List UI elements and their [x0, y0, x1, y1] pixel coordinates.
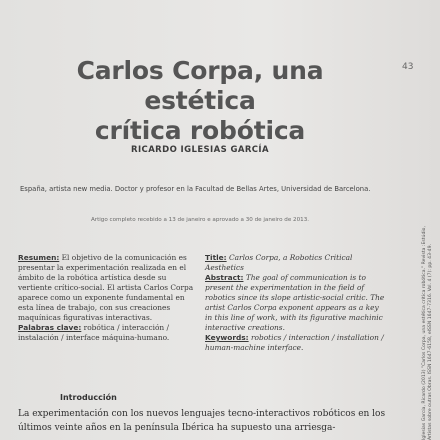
author-name: RICARDO IGLESIAS GARCÍA: [131, 145, 269, 155]
side-citation: [422, 140, 434, 440]
title-en-paragraph: [205, 253, 387, 273]
resumen-text: El objetivo de la comunicación es presentar la experimentación realizada en el ámbito de la robótica artística desde su vertiente crítico-social. El artista Carlos Corpa aparece como un exponente fundamental en esta línea de trabajo, con sus creaciones maquínicas figurativas interactivas.: [18, 253, 194, 322]
intro-paragraph: La experimentación con los nuevos lenguajes tecno-interactivos robóticos en los últimos veinte años en la península Ibérica ha supuesto una arriesga-: [18, 409, 386, 433]
palabras-clave-text: robótica / interacción / instalación / interface máquina-humano.: [18, 323, 170, 342]
palabras-clave-label: Palabras clave:: [18, 323, 82, 332]
keywords-en-text: robotics / interaction / installation / human-machine interface.: [205, 333, 384, 352]
article-title: [30, 56, 370, 146]
title-en-text: Carlos Corpa, a Robotics Critical Aesthetics: [205, 253, 353, 272]
author-affiliation: España, artista new media. Doctor y profesor en la Facultad de Bellas Artes, Universidad de Barcelona.: [20, 185, 371, 193]
abstract-english: [205, 253, 387, 353]
submission-dates: Artigo completo recebido a 13 de janeiro e aprovado a 30 de janeiro de 2013.: [90, 217, 310, 223]
title-en-label: Title:: [205, 253, 227, 262]
abstract-en-text: The goal of communication is to present the experimentation in the field of robotics since its slope artistic-social critic. The artist Carlos Corpa exponent appears as a key in this line of work, with its figurative machinic interactive creations.: [205, 273, 385, 332]
palabras-clave-paragraph: [18, 323, 198, 343]
page-number: 43: [402, 62, 414, 72]
title-line-1: Carlos Corpa, una estética: [76, 56, 324, 115]
resumen-label: Resumen:: [18, 253, 60, 262]
abstract-en-label: Abstract:: [205, 273, 244, 282]
side-citation-line-2: Artistas sobre outras Obras. ISSN 1647-6158, eISSN 1647-7316. Vol. 4 (7): pp. 43-49.: [428, 244, 433, 440]
keywords-en-paragraph: [205, 333, 387, 353]
side-citation-line-1: Iglesias García, Ricardo (2013) "Carlos Corpa, una estética crítica robótica." Revista :Estúdio,: [422, 226, 427, 440]
intro-body: [18, 407, 390, 435]
abstract-spanish: [18, 253, 198, 343]
keywords-en-label: Keywords:: [205, 333, 249, 342]
intro-heading: Introducción: [60, 393, 117, 402]
resumen-paragraph: [18, 253, 198, 323]
abstract-en-paragraph: [205, 273, 387, 333]
title-line-2: crítica robótica: [94, 116, 306, 145]
